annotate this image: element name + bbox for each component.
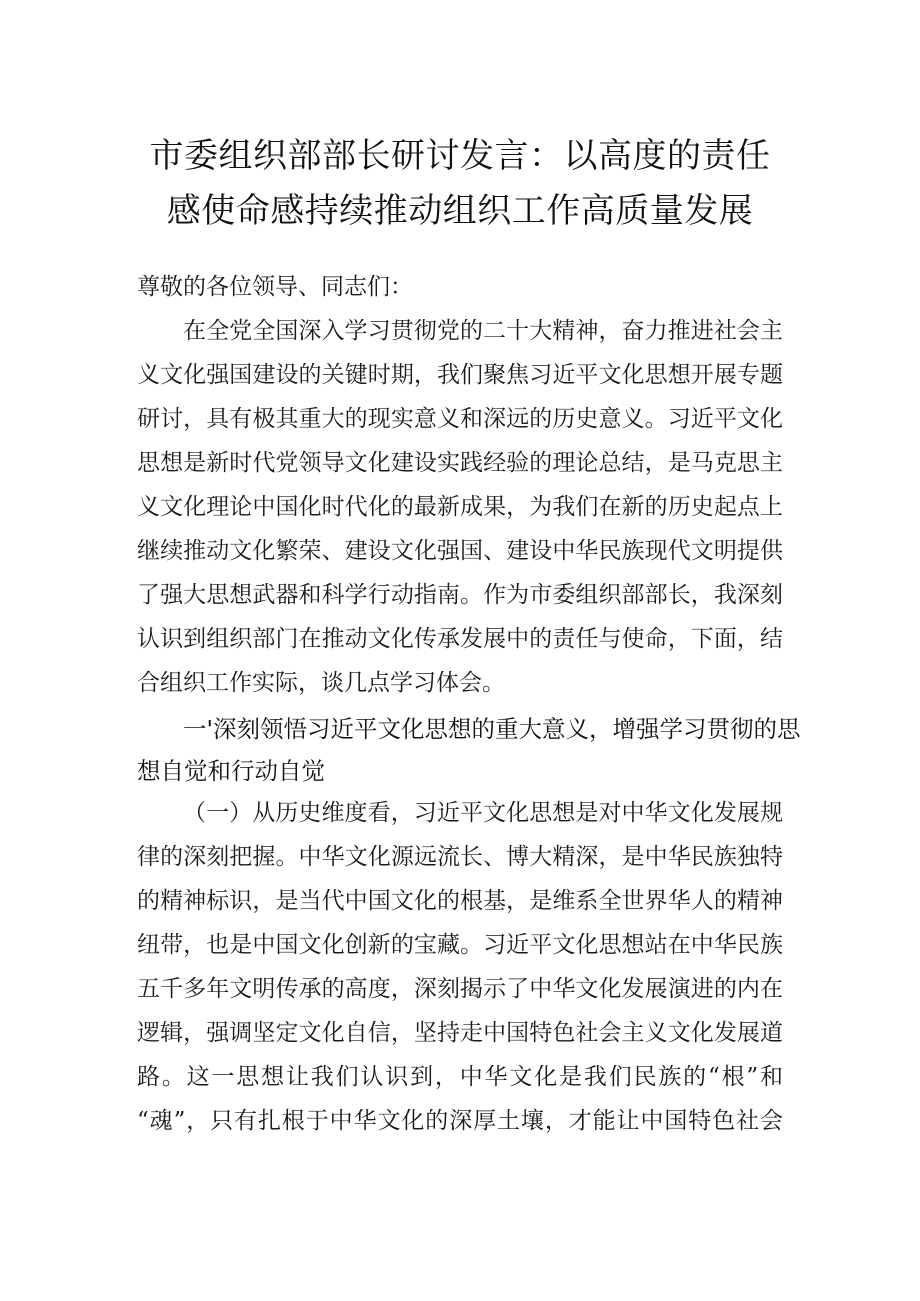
paragraph-line: 五千多年文明传承的高度，深刻揭示了中华文化发展演进的内在 bbox=[137, 976, 783, 1002]
paragraph-line: 纽带，也是中国文化创新的宝藏。习近平文化思想站在中华民族 bbox=[137, 932, 783, 958]
paragraph-line: （一）从历史维度看，习近平文化思想是对中华文化发展规 bbox=[183, 800, 783, 826]
document-title-line-1: 市委组织部部长研讨发言：以高度的责任 bbox=[149, 136, 771, 176]
salutation: 尊敬的各位领导、同志们： bbox=[137, 274, 413, 300]
paragraph-line: 认识到组织部门在推动文化传承发展中的责任与使命，下面，结 bbox=[137, 626, 783, 652]
section-heading-line: 想自觉和行动自觉 bbox=[137, 757, 325, 785]
section-heading-line: 一'深刻领悟习近平文化思想的重大意义，增强学习贯彻的思 bbox=[183, 715, 801, 743]
paragraph-line: 逻辑，强调坚定文化自信，坚持走中国特色社会主义文化发展道 bbox=[137, 1020, 783, 1046]
paragraph-line: 了强大思想武器和科学行动指南。作为市委组织部部长，我深刻 bbox=[137, 582, 783, 608]
paragraph-line: 律的深刻把握。中华文化源远流长、博大精深，是中华民族独特 bbox=[137, 844, 783, 870]
document-title-line-2: 感使命感持续推动组织工作高质量发展 bbox=[166, 191, 754, 231]
paragraph-line: 合组织工作实际，谈几点学习体会。 bbox=[137, 670, 505, 696]
paragraph-line: 继续推动文化繁荣、建设文化强国、建设中华民族现代文明提供 bbox=[137, 538, 783, 564]
paragraph-line: 义文化强国建设的关键时期，我们聚焦习近平文化思想开展专题 bbox=[137, 362, 783, 388]
paragraph-line: “魂”，只有扎根于中华文化的深厚土壤，才能让中国特色社会 bbox=[137, 1108, 783, 1134]
paragraph-line: 路。这一思想让我们认识到，中华文化是我们民族的“根”和 bbox=[137, 1064, 783, 1090]
paragraph-line: 义文化理论中国化时代化的最新成果，为我们在新的历史起点上 bbox=[137, 494, 783, 520]
paragraph-line: 思想是新时代党领导文化建设实践经验的理论总结，是马克思主 bbox=[137, 450, 783, 476]
paragraph-line: 在全党全国深入学习贯彻党的二十大精神，奋力推进社会主 bbox=[183, 318, 783, 344]
paragraph-line: 研讨，具有极其重大的现实意义和深远的历史意义。习近平文化 bbox=[137, 406, 783, 432]
paragraph-line: 的精神标识，是当代中国文化的根基，是维系全世界华人的精神 bbox=[137, 888, 783, 914]
